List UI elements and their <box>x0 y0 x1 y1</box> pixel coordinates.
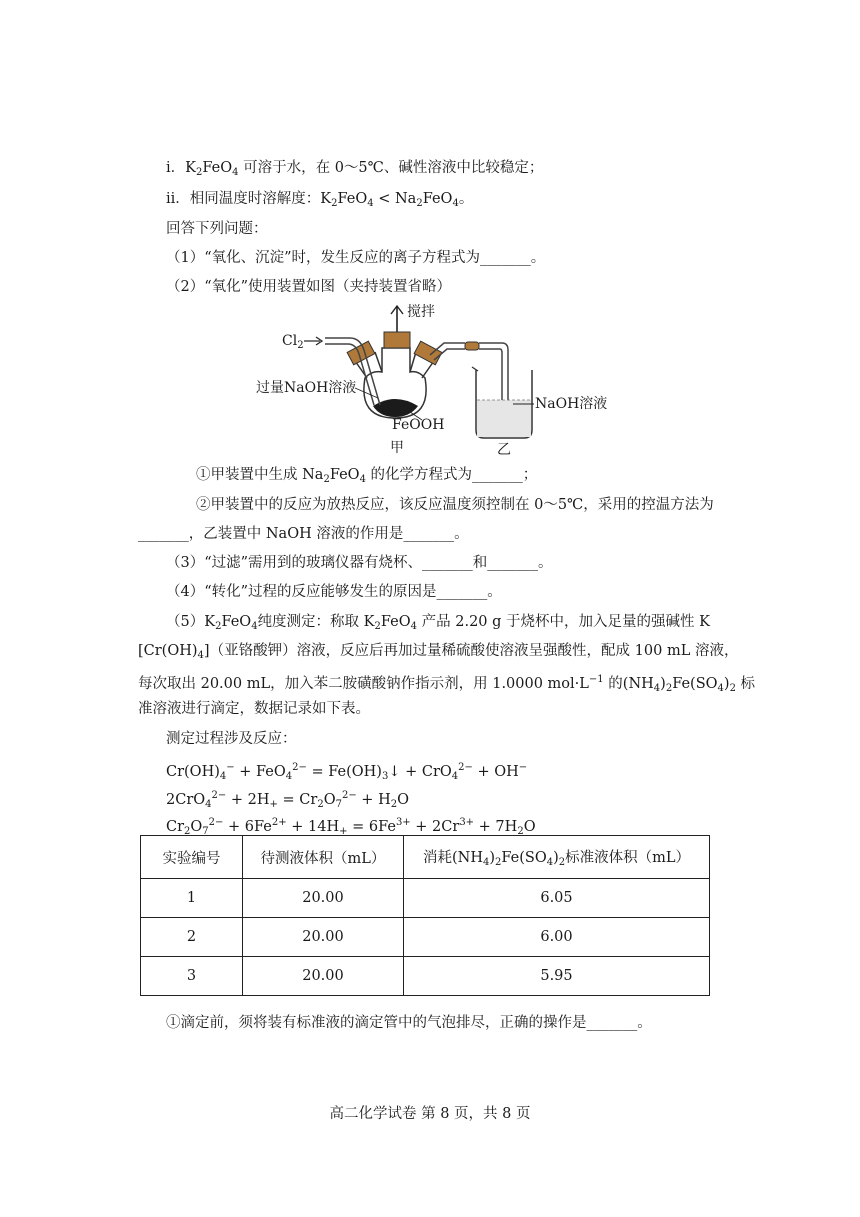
cell-volume: 20.00 <box>243 957 404 996</box>
excess-naoh-label: 过量NaOH溶液 <box>256 380 357 396</box>
equation-1: $Cr(OH)_4^- + FeO_4^{2-}$ = $Fe(OH)_3↓ + CrO_4^{2-} + OH^-$ <box>166 762 528 782</box>
header-sample-volume: 待测液体积（mL） <box>243 836 404 879</box>
process-title: 测定过程涉及反应： <box>166 731 297 747</box>
cell-consumed: 5.95 <box>404 957 710 996</box>
feooh-label: FeOOH <box>392 417 445 433</box>
cell-consumed: 6.05 <box>404 879 710 918</box>
header-consumed-volume: 消耗$(NH_4)_2Fe(SO_4)_2$标准液体积（mL） <box>404 836 710 879</box>
table-header-row <box>141 836 710 879</box>
question-5-line3: 每次取出 20.00 mL，加入苯二胺磺酸钠作指示剂，用 1.0000 $mol\cdot L^{-1}$ 的$(NH_4)_2Fe(SO_4)_2$ 标 <box>138 674 756 694</box>
intro: 回答下列问题： <box>166 221 268 237</box>
stir-label: 搅拌 <box>407 304 435 320</box>
cell-volume: 20.00 <box>243 879 404 918</box>
table-row <box>141 918 710 957</box>
question-2-2-line2: _______，乙装置中 NaOH 溶液的作用是_______。 <box>138 526 469 542</box>
final-question: ①滴定前，须将装有标准液的滴定管中的气泡排尽，正确的操作是_______。 <box>166 1015 652 1031</box>
naoh-beaker-label: NaOH溶液 <box>535 396 608 412</box>
question-2-2-line1: ②甲装置中的反应为放热反应，该反应温度须控制在 0～5℃，采用的控温方法为 <box>196 497 714 513</box>
cell-volume: 20.00 <box>243 918 404 957</box>
header-experiment-no: 实验编号 <box>141 836 243 879</box>
note-1: ⅰ．$K_2FeO_4$ 可溶于水，在 0～5℃、碱性溶液中比较稳定； <box>166 160 544 178</box>
question-2-1: ①甲装置中生成 $Na_2FeO_4$ 的化学方程式为_______； <box>196 467 538 485</box>
cell-consumed: 6.00 <box>404 918 710 957</box>
note-2: ⅱ．相同温度时溶解度：$K_2FeO_4 < Na_2FeO_4$。 <box>166 191 474 209</box>
question-5-line1: $(5)K_2FeO_4$纯度测定：称取 $K_2FeO_4$ 产品 2.20 g 于烧杯中，加入足量的强碱性 K <box>166 614 710 632</box>
jia-label: 甲 <box>390 440 404 456</box>
equation-2: $2CrO_4^{2-} + 2H_+ = Cr_2O_7^{2-} + H_2O$ <box>166 790 409 810</box>
cl2-label: $Cl_2$ <box>282 333 304 351</box>
question-5-line2: $[Cr(OH)_4]$（亚铬酸钾）溶液，反应后再加过量稀硫酸使溶液呈强酸性，配成 100 mL 溶液， <box>138 643 739 661</box>
table-row <box>141 957 710 996</box>
cell-no: 3 <box>141 957 243 996</box>
question-2: （2）“氧化”使用装置如图（夹持装置省略） <box>166 279 452 295</box>
yi-label: 乙 <box>497 442 511 458</box>
cell-no: 2 <box>141 918 243 957</box>
question-3: （3）“过滤”需用到的玻璃仪器有烧杯、_______和_______。 <box>166 555 553 571</box>
equation-3: $Cr_2O_7^{2-} + 6Fe^{2+} + 14H_+ = 6Fe^{3+} + 2Cr^{3+} + 7H_2O$ <box>166 817 536 837</box>
question-5-line4: 准溶液进行滴定，数据记录如下表。 <box>138 701 370 717</box>
question-1: （1）“氧化、沉淀”时，发生反应的离子方程式为_______。 <box>166 250 546 266</box>
titration-table <box>140 835 710 996</box>
question-4: （4）“转化”过程的反应能够发生的原因是_______。 <box>166 584 502 600</box>
table-row <box>141 879 710 918</box>
page-footer: 高二化学试卷 第 8 页，共 8 页 <box>329 1106 531 1122</box>
apparatus-figure <box>250 300 620 462</box>
cell-no: 1 <box>141 879 243 918</box>
